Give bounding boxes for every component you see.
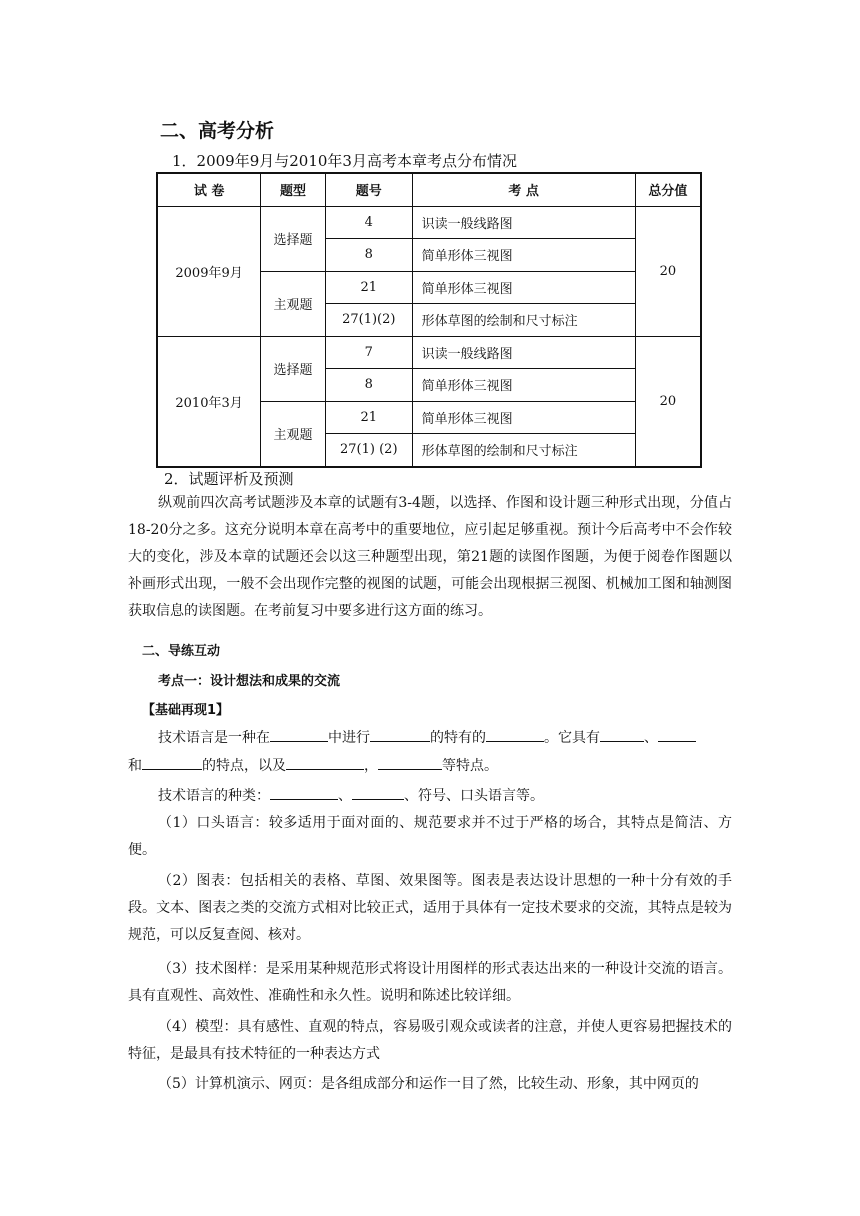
num-cell: 8 <box>325 239 412 272</box>
analysis-heading: 2．试题评析及预测 <box>164 470 294 488</box>
blank-field[interactable] <box>286 757 364 770</box>
point-cell: 简单形体三视图 <box>412 369 635 402</box>
header-cell: 题型 <box>261 173 326 206</box>
blank-field[interactable] <box>142 757 202 770</box>
fill-text: 技术语言是一种在 <box>158 730 270 746</box>
fill-text: 等特点。 <box>442 758 498 774</box>
num-cell: 21 <box>325 271 412 304</box>
kaodian-heading: 考点一：设计想法和成果的交流 <box>158 674 341 689</box>
blank-field[interactable] <box>600 729 644 742</box>
type-cell: 选择题 <box>261 206 326 271</box>
fill-text: 。它具有 <box>544 730 600 746</box>
exam-table <box>156 172 702 468</box>
point-cell: 简单形体三视图 <box>412 271 635 304</box>
blank-field[interactable] <box>378 757 442 770</box>
point-cell: 识读一般线路图 <box>412 206 635 239</box>
blank-field[interactable] <box>352 787 404 800</box>
header-cell: 题号 <box>325 173 412 206</box>
point-cell: 简单形体三视图 <box>412 401 635 434</box>
num-cell: 4 <box>325 206 412 239</box>
fill-text: 的特点，以及 <box>202 758 286 774</box>
fill-text: 和 <box>128 758 142 774</box>
total-cell: 20 <box>635 206 701 336</box>
fill-line-1 <box>158 727 696 747</box>
exam-cell: 2010年3月 <box>157 336 261 467</box>
blank-field[interactable] <box>486 729 544 742</box>
type-cell: 选择题 <box>261 336 326 401</box>
fill-text: 、符号、口头语言等。 <box>404 788 544 804</box>
section-heading: 二、导练互动 <box>142 644 221 659</box>
point-cell: 形体草图的绘制和尺寸标注 <box>412 434 635 467</box>
fill-line-3 <box>158 785 544 805</box>
item-paragraph: （4）模型：具有感性、直观的特点，容易吸引观众或读者的注意，并使人更容易把握技术的特征，是最具有技术特征的一种表达方式 <box>128 1019 732 1062</box>
point-cell: 简单形体三视图 <box>412 239 635 272</box>
num-cell: 21 <box>325 401 412 434</box>
table-header-row <box>157 173 701 206</box>
item-paragraph: （1）口头语言：较多适用于面对面的、规范要求并不过于严格的场合，其特点是简洁、方便。 <box>128 815 732 858</box>
fill-text: 的特有的 <box>430 730 486 746</box>
exam-cell: 2009年9月 <box>157 206 261 336</box>
blank-field[interactable] <box>370 729 430 742</box>
analysis-paragraph: 纵观前四次高考试题涉及本章的试题有3-4题，以选择、作图和设计题三种形式出现，分值占18-20分之多。这充分说明本章在高考中的重要地位，应引起足够重视。预计今后高考中不会作较大的变化，涉及本章的试题还会以这三种题型出现，第21题的读图作图题，为便于阅卷作图题以补画形式出现，一般不会出现作完整的视图的试题，可能会出现根据三视图、机械加工图和轴测图获取信息的读图题。在考前复习中要多进行这方面的练习。 <box>128 495 732 619</box>
jichu-label: 【基础再现1】 <box>142 703 230 718</box>
fill-text: 技术语言的种类： <box>158 788 270 804</box>
type-cell: 主观题 <box>261 271 326 336</box>
blank-field[interactable] <box>270 787 338 800</box>
header-cell: 考 点 <box>412 173 635 206</box>
blank-field[interactable] <box>658 729 696 742</box>
fill-text: ， <box>364 758 378 774</box>
fill-text: 、 <box>644 730 658 746</box>
blank-field[interactable] <box>270 729 328 742</box>
total-cell: 20 <box>635 336 701 467</box>
fill-text: 中进行 <box>328 730 370 746</box>
item-paragraph: （2）图表：包括相关的表格、草图、效果图等。图表是表达设计思想的一种十分有效的手段。文本、图表之类的交流方式相对比较正式，适用于具体有一定技术要求的交流，其特点是较为规范，可以反复查阅、核对。 <box>128 873 732 943</box>
num-cell: 27(1)(2) <box>325 304 412 337</box>
table-row <box>157 206 701 239</box>
point-cell: 识读一般线路图 <box>412 336 635 369</box>
point-cell: 形体草图的绘制和尺寸标注 <box>412 304 635 337</box>
num-cell: 27(1) (2) <box>325 434 412 467</box>
table-row <box>157 336 701 369</box>
item-paragraph: （3）技术图样：是采用某种规范形式将设计用图样的形式表达出来的一种设计交流的语言。具有直观性、高效性、准确性和永久性。说明和陈述比较详细。 <box>128 961 732 1004</box>
num-cell: 7 <box>325 336 412 369</box>
item-paragraph: （5）计算机演示、网页：是各组成部分和运作一目了然，比较生动、形象，其中网页的 <box>158 1076 699 1092</box>
num-cell: 8 <box>325 369 412 402</box>
type-cell: 主观题 <box>261 401 326 467</box>
header-cell: 总分值 <box>635 173 701 206</box>
table-caption: 1．2009年9月与2010年3月高考本章考点分布情况 <box>172 152 517 170</box>
fill-text: 、 <box>338 788 352 804</box>
section-title: 二、高考分析 <box>160 120 275 142</box>
fill-line-2 <box>128 755 498 775</box>
header-cell: 试 卷 <box>157 173 261 206</box>
